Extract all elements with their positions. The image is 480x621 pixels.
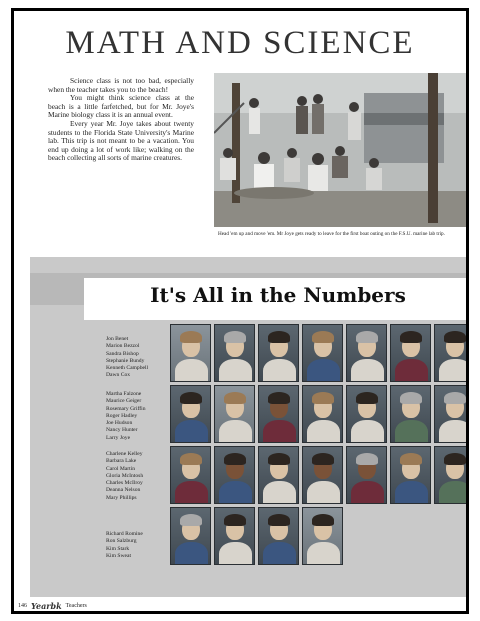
teacher-portrait	[390, 385, 431, 443]
teacher-name: Joe Hudson	[106, 420, 133, 427]
teacher-portrait	[214, 446, 255, 504]
beach-trip-photo	[214, 73, 468, 227]
teacher-name: Nancy Hunter	[106, 427, 138, 434]
section-name: Teachers	[65, 603, 87, 609]
teacher-name: Rosemary Griffin	[106, 405, 146, 412]
teacher-portrait	[258, 446, 299, 504]
teacher-portrait	[170, 324, 211, 382]
photo-caption: Head 'em up and move 'em. Mr Joye gets ready to leave for the first boat outing on the F.S.U. marine lab trip.	[218, 231, 445, 237]
teacher-portrait	[302, 507, 343, 565]
teacher-name: Carol Martin	[106, 465, 136, 472]
teacher-portrait	[258, 385, 299, 443]
teacher-portrait	[214, 324, 255, 382]
teacher-portrait	[302, 324, 343, 382]
teacher-portrait	[258, 507, 299, 565]
intro-paragraph: You might think science class at the beach is a little farfetched, but for Mr. Joye's Marine biology class it is an annual event.	[48, 93, 194, 120]
teacher-portrait	[434, 446, 469, 504]
teacher-name: Sandra Bishop	[106, 350, 139, 357]
teacher-portrait	[170, 507, 211, 565]
teacher-name: Charlene Kelley	[106, 451, 143, 457]
teacher-portrait	[434, 385, 469, 443]
beach-trip-photo-art	[214, 73, 468, 227]
teacher-portrait	[214, 385, 255, 443]
teacher-name: Kenneth Campbell	[106, 365, 149, 372]
yearbook-page	[11, 8, 469, 614]
intro-paragraph: Science class is not too bad, especially when the teacher takes you to the beach!	[48, 76, 194, 94]
teacher-name: Larry Joye	[106, 434, 131, 441]
teacher-portrait	[170, 446, 211, 504]
intro-paragraph: Every year Mr. Joye takes about twenty students to the Florida State University's Marine lab. This trip is not meant to be a vacation. You end up doing a lot of work like; walking on the beach collecting all sorts of marine creatures.	[48, 118, 194, 163]
teacher-name: Kim Stark	[106, 545, 130, 552]
teacher-name: Maurice Geiger	[106, 398, 142, 405]
teacher-name: Marion Bezzol	[106, 343, 140, 350]
page-number: 146	[18, 603, 27, 609]
teacher-portrait	[346, 385, 387, 443]
teacher-name: Martha Falzone	[106, 391, 142, 397]
teacher-name: Richard Romine	[106, 531, 143, 537]
name-list-row-2	[106, 391, 146, 442]
teacher-name: Stephanie Bundy	[106, 357, 145, 364]
teacher-name: Barbara Lake	[106, 458, 137, 465]
name-list-row-1	[106, 336, 148, 380]
teacher-name: Dawn Cox	[106, 372, 131, 379]
intro-text	[48, 77, 194, 163]
section-headline: It's All in the Numbers	[150, 283, 406, 307]
teacher-portrait	[214, 507, 255, 565]
teacher-portrait	[390, 324, 431, 382]
teacher-portrait	[346, 446, 387, 504]
teacher-portrait	[346, 324, 387, 382]
teacher-name: Mary Phillips	[106, 494, 137, 501]
teacher-portrait	[434, 324, 469, 382]
teacher-name: Roger Hadley	[106, 412, 138, 419]
teacher-name: Kim Sweat	[106, 552, 132, 559]
teacher-name: Jon Benet	[106, 336, 129, 342]
name-list-row-4	[106, 531, 143, 560]
teacher-portrait	[170, 385, 211, 443]
teacher-portrait	[302, 446, 343, 504]
teacher-portrait	[302, 385, 343, 443]
name-list-row-3	[106, 451, 143, 502]
teacher-name: Ron Salzburg	[106, 538, 137, 545]
teacher-name: Gloria McIntosh	[106, 472, 144, 479]
page-footer	[18, 601, 87, 611]
teacher-name: Deanna Nelson	[106, 487, 141, 494]
teacher-portrait	[390, 446, 431, 504]
teacher-name: Charles McIlroy	[106, 480, 143, 487]
teacher-portrait-grid	[170, 324, 469, 565]
page-title: MATH AND SCIENCE	[65, 25, 415, 61]
yearbook-logo: Yearbk	[31, 601, 62, 611]
teacher-portrait	[258, 324, 299, 382]
